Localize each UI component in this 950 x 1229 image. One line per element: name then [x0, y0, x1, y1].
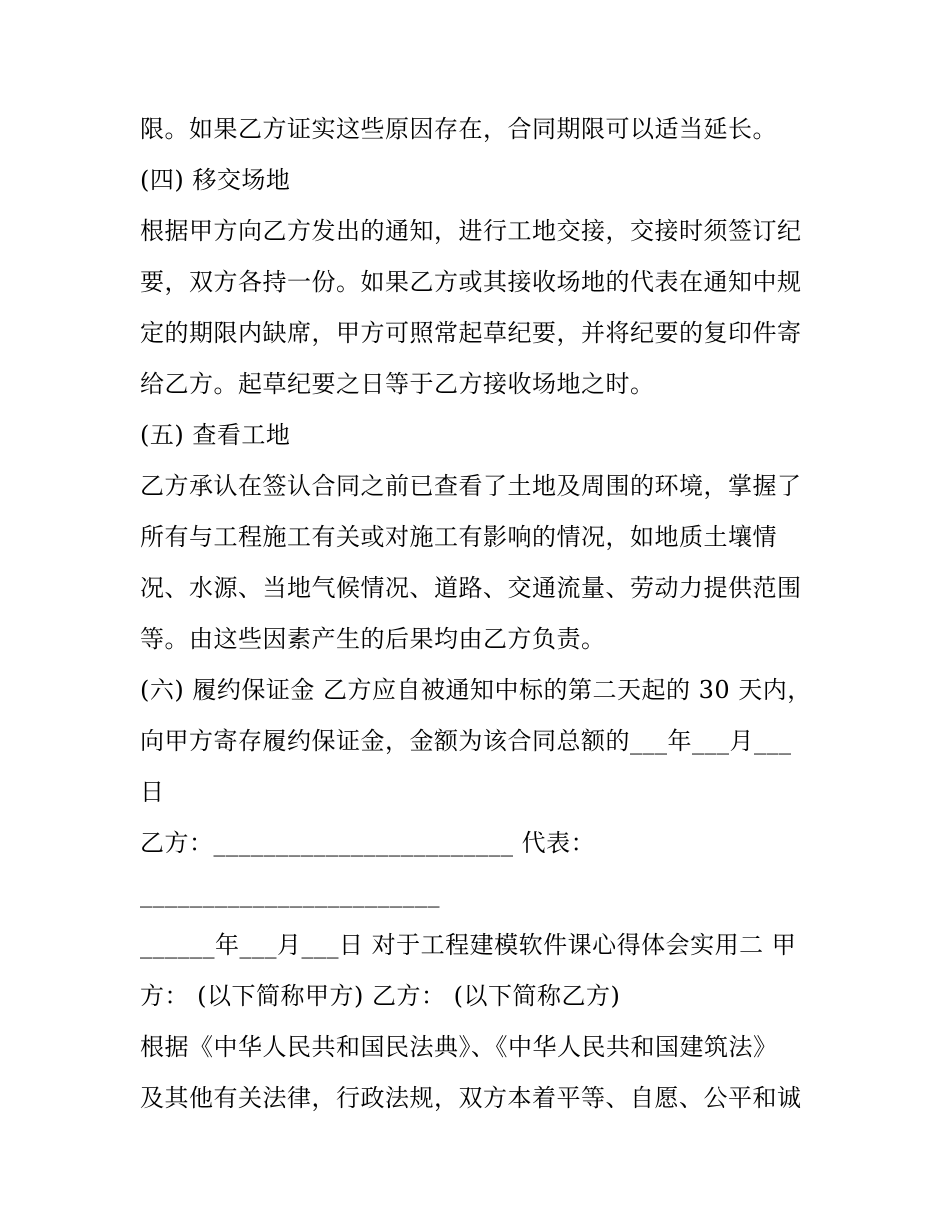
text-line: (六) 履约保证金 乙方应自被通知中标的第二天起的 30 天内，: [140, 676, 812, 704]
text-line: 日: [140, 778, 165, 806]
text-line: 所有与工程施工有关或对施工有影响的情况，如地质土壤情: [140, 523, 777, 551]
text-line: 等。由这些因素产生的后果均由乙方负责。: [140, 625, 606, 653]
text-line: 乙方承认在签认合同之前已查看了土地及周围的环境，掌握了: [140, 472, 802, 500]
text-line: 根据《中华人民共和国民法典》、《中华人民共和国建筑法》: [140, 1033, 778, 1061]
text-line: 给乙方。起草纪要之日等于乙方接收场地之时。: [140, 370, 655, 398]
text-line: 向甲方寄存履约保证金，金额为该合同总额的___年___月___: [140, 727, 792, 755]
text-line: 限。如果乙方证实这些原因存在，合同期限可以适当延长。: [140, 115, 777, 143]
section-heading: (五) 查看工地: [140, 421, 291, 449]
text-line: 要，双方各持一份。如果乙方或其接收场地的代表在通知中规: [140, 268, 802, 296]
text-line: 况、水源、当地气候情况、道路、交通流量、劳动力提供范围: [140, 574, 802, 602]
text-line: 定的期限内缺席，甲方可照常起草纪要，并将纪要的复印件寄: [140, 319, 802, 347]
signature-blank: ________________________: [140, 880, 440, 908]
text-line: 方： (以下简称甲方) 乙方： (以下简称乙方): [140, 982, 621, 1010]
signature-line: 乙方：________________________ 代表：: [140, 829, 596, 857]
section-heading: (四) 移交场地: [140, 166, 291, 194]
text-line: 及其他有关法律，行政法规，双方本着平等、自愿、公平和诚: [140, 1084, 802, 1112]
text-line: 根据甲方向乙方发出的通知，进行工地交接，交接时须签订纪: [140, 217, 802, 245]
date-line: ______年___月___日 对于工程建模软件课心得体会实用二 甲: [140, 931, 797, 959]
